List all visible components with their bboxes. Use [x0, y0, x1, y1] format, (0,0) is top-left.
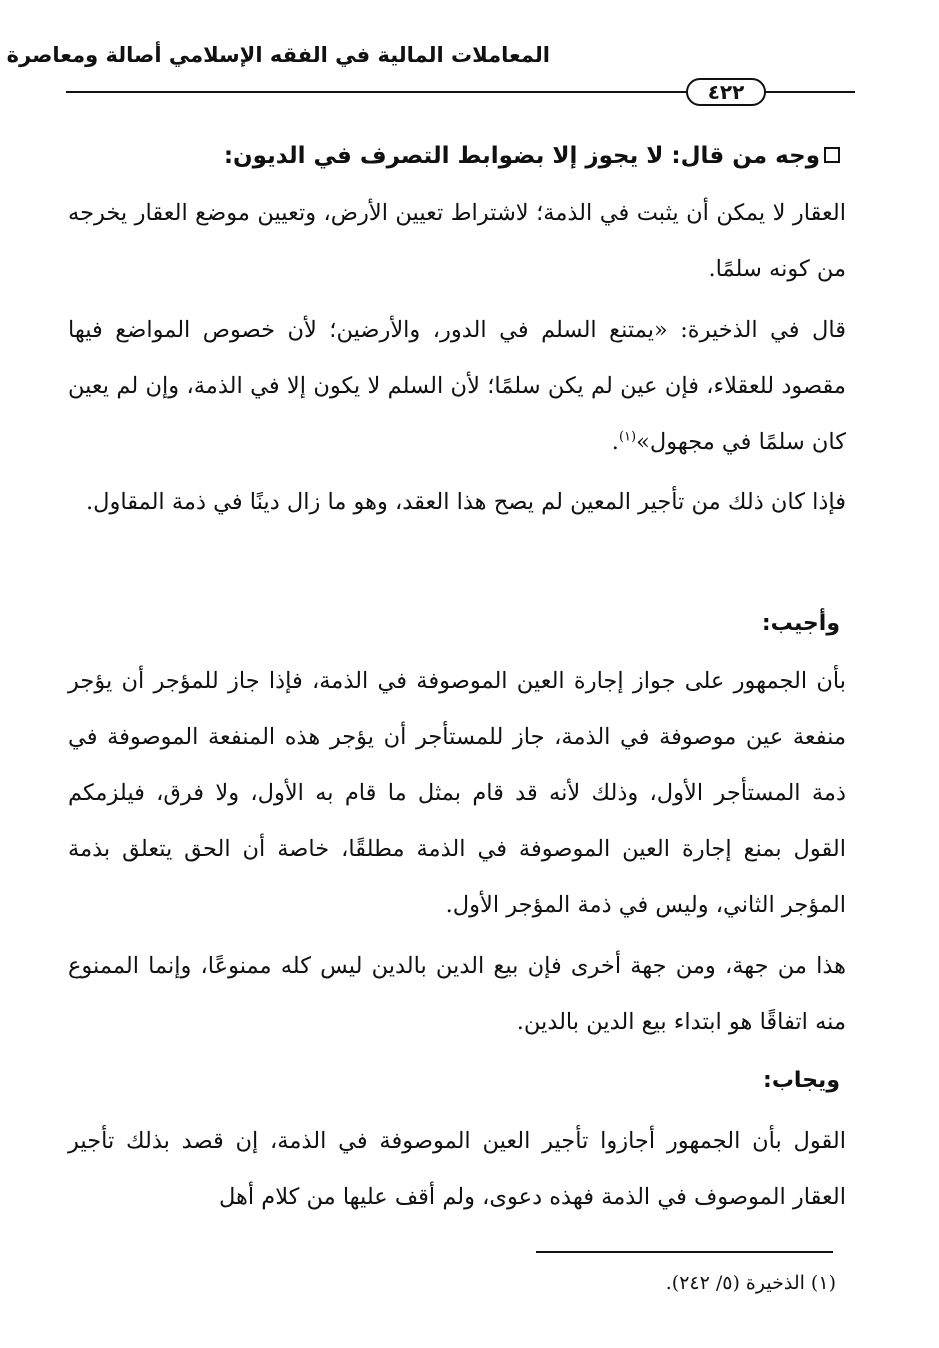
paragraph-5: هذا من جهة، ومن جهة أخرى فإن بيع الدين بالدين ليس كله ممنوعًا، وإنما الممنوع منه اتفاقًا هو ابتداء بيع الدين بالدين. — [68, 953, 846, 1035]
checkbox-square-icon — [824, 147, 840, 163]
rebuttal-subheading: ويجاب: — [763, 1068, 840, 1093]
header-rule-right — [765, 91, 855, 93]
paragraph-2-end: . — [611, 429, 619, 455]
paragraph-2 — [68, 302, 846, 470]
paragraph-3: فإذا كان ذلك من تأجير المعين لم يصح هذا العقد، وهو ما زال دينًا في ذمة المقاول. — [85, 489, 846, 515]
running-title: المعاملات المالية في الفقه الإسلامي أصالة ومعاصرة — [6, 43, 550, 67]
section-heading: وجه من قال: لا يجوز إلا بضوابط التصرف في الديون: — [223, 143, 820, 169]
footnote-reference: (١) — [618, 429, 637, 445]
footnote: (١) الذخيرة (٥/ ٢٤٢). — [665, 1272, 836, 1294]
footnote-rule — [536, 1251, 833, 1253]
page-number: ٤٢٢ — [686, 78, 766, 106]
paragraph-2-text: قال في الذخيرة: «يمتنع السلم في الدور، والأرضين؛ لأن خصوص المواضع فيها مقصود للعقلاء، فإن عين لم يكن سلمًا؛ لأن السلم لا يكون إلا في الذمة، وإن لم يعين كان سلمًا في مجهول» — [68, 317, 846, 455]
answer-subheading: وأجيب: — [761, 611, 840, 636]
paragraph-6: القول بأن الجمهور أجازوا تأجير العين الموصوفة في الذمة، إن قصد بذلك تأجير العقار الموصوف في الذمة فهذه دعوى، ولم أقف عليها من كلام أهل — [68, 1128, 846, 1210]
paragraph-4: بأن الجمهور على جواز إجارة العين الموصوفة في الذمة، فإذا جاز للمؤجر أن يؤجر منفعة عين موصوفة في الذمة، جاز للمستأجر أن يؤجر هذه المنفعة الموصوفة في ذمة المستأجر الأول، وذلك لأنه قد قام بمثل ما قام به الأول، ولا فرق، فيلزمكم القول بمنع إجارة العين الموصوفة في الذمة مطلقًا، خاصة أن الحق يتعلق بذمة المؤجر الثاني، وليس في ذمة المؤجر الأول. — [68, 668, 846, 918]
paragraph-1: العقار لا يمكن أن يثبت في الذمة؛ لاشتراط تعيين الأرض، وتعيين موضع العقار يخرجه من كونه سلمًا. — [68, 200, 846, 282]
header-rule-left — [66, 91, 688, 93]
